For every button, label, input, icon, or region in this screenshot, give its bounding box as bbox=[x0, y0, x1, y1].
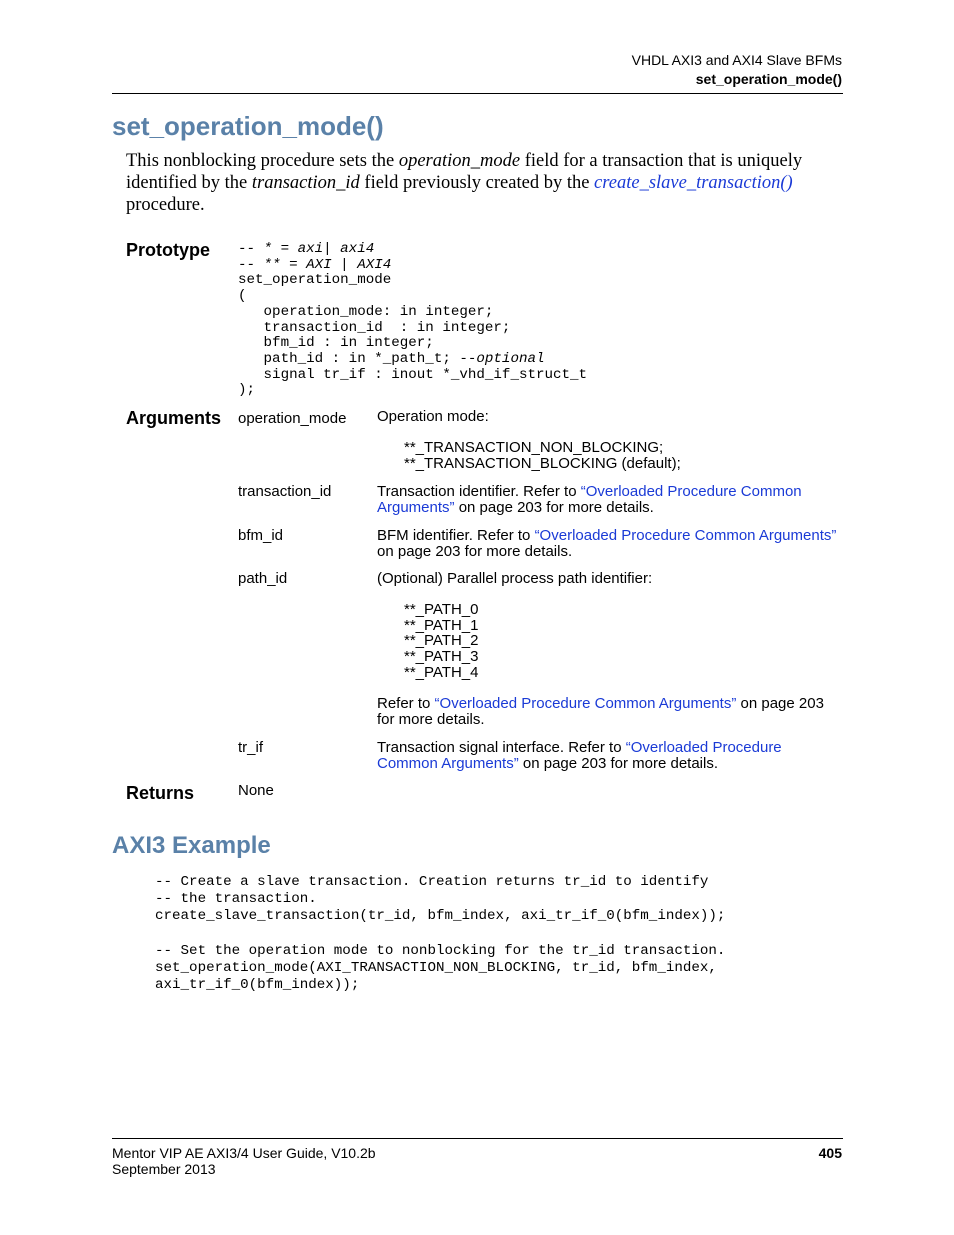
footer-rule bbox=[112, 1138, 843, 1139]
running-header-topic: set_operation_mode() bbox=[695, 71, 842, 87]
intro-text-1: This nonblocking procedure sets the bbox=[126, 151, 399, 171]
arg-desc-tr-if bbox=[377, 740, 843, 772]
prototype-line-open: ( bbox=[238, 288, 247, 305]
path-id-option-1: **_PATH_1 bbox=[404, 616, 479, 634]
path-id-option-3: **_PATH_3 bbox=[404, 648, 479, 666]
example-code: -- Create a slave transaction. Creation returns tr_id to identify -- the transaction. create_slave_transaction(tr_id, bfm_index, axi_tr_if_0(bfm_index)); -- Set the operation mode to nonblocking for the tr_id transaction. set_operation_mode(AXI_TRANSACTION_NON_BLOCKING, tr_id, bfm_index, axi_tr_if_0(bfm_index)); bbox=[155, 874, 726, 994]
bfm-id-desc-text: BFM identifier. Refer to bbox=[377, 527, 535, 544]
prototype-line-bfm-id: bfm_id : in integer; bbox=[238, 335, 434, 352]
path-id-refer-text: Refer to bbox=[377, 694, 435, 712]
page-number: 405 bbox=[818, 1145, 842, 1161]
intro-paragraph bbox=[126, 150, 826, 216]
arg-desc-transaction-id bbox=[377, 484, 843, 516]
prototype-comment-2: -- ** = AXI | AXI4 bbox=[238, 256, 392, 273]
prototype-label: Prototype bbox=[126, 240, 211, 260]
prototype-line-tr-if: signal tr_if : inout *_vhd_if_struct_t bbox=[238, 366, 588, 383]
arg-desc-operation-mode bbox=[377, 409, 843, 471]
intro-text-3: field previously created by the bbox=[359, 173, 595, 193]
prototype-comment-1: -- * = axi| axi4 bbox=[238, 241, 375, 257]
path-id-refer-page: on page 203 for more details. bbox=[377, 694, 824, 728]
prototype-code bbox=[238, 242, 587, 399]
transaction-id-overloaded-link[interactable]: “Overloaded Procedure Common Arguments” bbox=[377, 483, 802, 516]
tr-if-overloaded-link[interactable]: “Overloaded Procedure Common Arguments” bbox=[377, 739, 782, 772]
example-heading: AXI3 Example bbox=[112, 832, 271, 859]
path-id-option-2: **_PATH_2 bbox=[404, 632, 479, 650]
arg-name-operation-mode: operation_mode bbox=[238, 410, 347, 427]
prototype-line-transaction-id: transaction_id : in integer; bbox=[238, 319, 511, 336]
prototype-line-name: set_operation_mode bbox=[238, 272, 392, 289]
operation-mode-option-blocking: **_TRANSACTION_BLOCKING (default); bbox=[404, 454, 681, 472]
page-title: set_operation_mode() bbox=[112, 111, 384, 141]
arg-name-tr-if: tr_if bbox=[238, 739, 264, 756]
path-id-refer bbox=[377, 696, 843, 728]
prototype-optional-comment: optional bbox=[476, 350, 545, 367]
returns-value: None bbox=[238, 782, 274, 799]
path-id-option-0: **_PATH_0 bbox=[404, 600, 479, 618]
transaction-id-desc-text: Transaction identifier. Refer to bbox=[377, 483, 581, 500]
path-id-overloaded-link[interactable]: “Overloaded Procedure Common Arguments” bbox=[434, 694, 737, 712]
arg-name-transaction-id: transaction_id bbox=[238, 483, 332, 500]
bfm-id-desc-page: on page 203 for more details. bbox=[377, 542, 573, 560]
transaction-id-desc-page: on page 203 for more details. bbox=[454, 498, 654, 516]
tr-if-desc-text: Transaction signal interface. Refer to bbox=[377, 739, 626, 756]
arg-desc-bfm-id bbox=[377, 528, 843, 560]
intro-field-transaction-id: transaction_id bbox=[251, 173, 360, 193]
header-rule bbox=[112, 93, 843, 94]
arg-name-bfm-id: bfm_id bbox=[238, 527, 284, 544]
returns-label: Returns bbox=[126, 783, 195, 803]
tr-if-desc-page: on page 203 for more details. bbox=[518, 754, 719, 772]
intro-text-2: field for a transaction that is uniquely identified by the bbox=[126, 151, 803, 193]
footer-guide-title: Mentor VIP AE AXI3/4 User Guide, V10.2b bbox=[112, 1145, 376, 1161]
prototype-line-close: ); bbox=[238, 382, 256, 399]
arguments-label: Arguments bbox=[126, 408, 222, 428]
prototype-line-path-id: path_id : in *_path_t; -- bbox=[238, 350, 477, 367]
footer-date: September 2013 bbox=[112, 1161, 216, 1177]
operation-mode-desc: Operation mode: bbox=[377, 408, 489, 425]
running-header-section: VHDL AXI3 and AXI4 Slave BFMs bbox=[631, 52, 842, 68]
operation-mode-option-nonblocking: **_TRANSACTION_NON_BLOCKING; bbox=[404, 438, 664, 456]
intro-field-operation-mode: operation_mode bbox=[398, 151, 521, 171]
prototype-line-operation-mode: operation_mode: in integer; bbox=[238, 303, 494, 320]
bfm-id-overloaded-link[interactable]: “Overloaded Procedure Common Arguments” bbox=[534, 527, 837, 544]
path-id-option-4: **_PATH_4 bbox=[404, 663, 479, 681]
create-slave-transaction-link[interactable]: create_slave_transaction() bbox=[594, 173, 793, 193]
arg-desc-path-id bbox=[377, 571, 843, 727]
intro-text-4: procedure. bbox=[126, 195, 205, 215]
path-id-desc: (Optional) Parallel process path identifier: bbox=[377, 570, 653, 587]
arg-name-path-id: path_id bbox=[238, 570, 288, 587]
